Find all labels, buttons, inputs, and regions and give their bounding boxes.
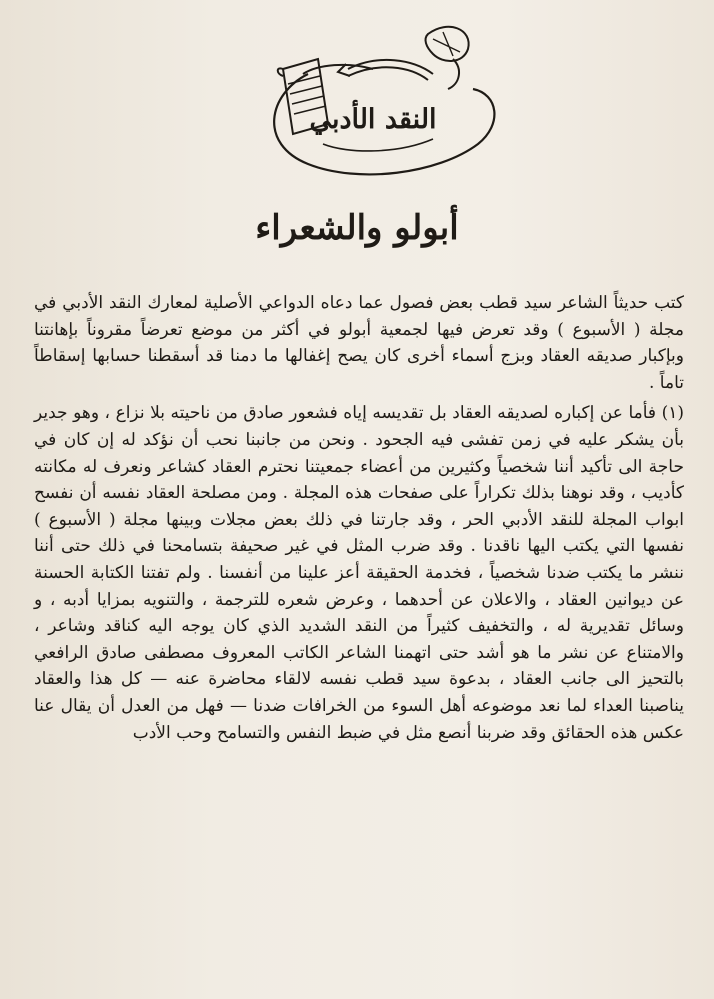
quill-scroll-icon — [248, 14, 518, 184]
paragraph: كتب حديثاً الشاعر سيد قطب بعض فصول عما دعاه الدواعي الأصلية لمعارك النقد الأدبي في مجلة ( الأسبوع ) وقد تعرض فيها لجمعية أبولو في أكثر من موضع تعرضاً مقروناً بإهانتنا وبإكبار صديقه العقاد وبزج أسماء أخرى كان يصح إغفالها ما دمنا قد أسقطنا حسابها إسقاطاً تاماً . — [34, 293, 684, 393]
article-title: أبولو والشعراء — [255, 208, 459, 248]
section-emblem — [248, 14, 518, 184]
article-body — [34, 290, 684, 746]
paragraph: (١) فأما عن إكباره لصديقه العقاد بل تقديسه إياه فشعور صادق من ناحيته بلا نزاع ، وهو جدير بأن يشكر عليه في زمن تفشى فيه الجحود . ونحن من جانبنا نحب أن نؤكد له إن كان في حاجة الى تأكيد أننا شخصياً وكثيرين من أعضاء جمعيتنا نحترم العقاد كشاعر ونعرف له مكانته كأديب ، وقد نوهنا بذلك تكراراً على صفحات هذه المجلة . ومن مصلحة العقاد نفسه أن نفسح ابواب المجلة للنقد الأدبي الحر ، وقد جارتنا في ذلك بعض مجلات وبينها مجلة ( الأسبوع ) نفسها التي يكتب اليها ناقدنا . وقد ضرب المثل في غير صحيفة بتسامحنا في ذلك حتى أننا ننشر ما يكتب ضدنا شخصياً ، فخدمة الحقيقة أعز علينا من أنفسنا . ولم تفتنا الكتابة الحسنة عن ديوانين العقاد ، والاعلان عن أحدهما ، وعرض شعره للترجمة ، والتنويه بمزايا أدبه ، و وسائل تقديرية له ، والتخفيف كثيراً من النقد الشديد الذي كان يوجه اليه كناقد وشاعر ، والامتناع عن نشر ما هو أشد حتى اتهمنا الشاعر الكاتب المعروف مصطفى صادق الرافعي بالتحيز الى جانب العقاد ، بدعوة سيد قطب نفسه لالقاء محاضرة عنه — كل هذا والعقاد يناصبنا العداء لما نعد موضوعه أهل السوء من الخرافات ضدنا — فهل من العدل أن يقال عنا عكس هذه الحقائق وقد ضربنا أنصع مثل في ضبط النفس والتسامح وحب الأدب — [34, 403, 684, 743]
emblem-label: النقد الأدبي — [309, 104, 437, 135]
